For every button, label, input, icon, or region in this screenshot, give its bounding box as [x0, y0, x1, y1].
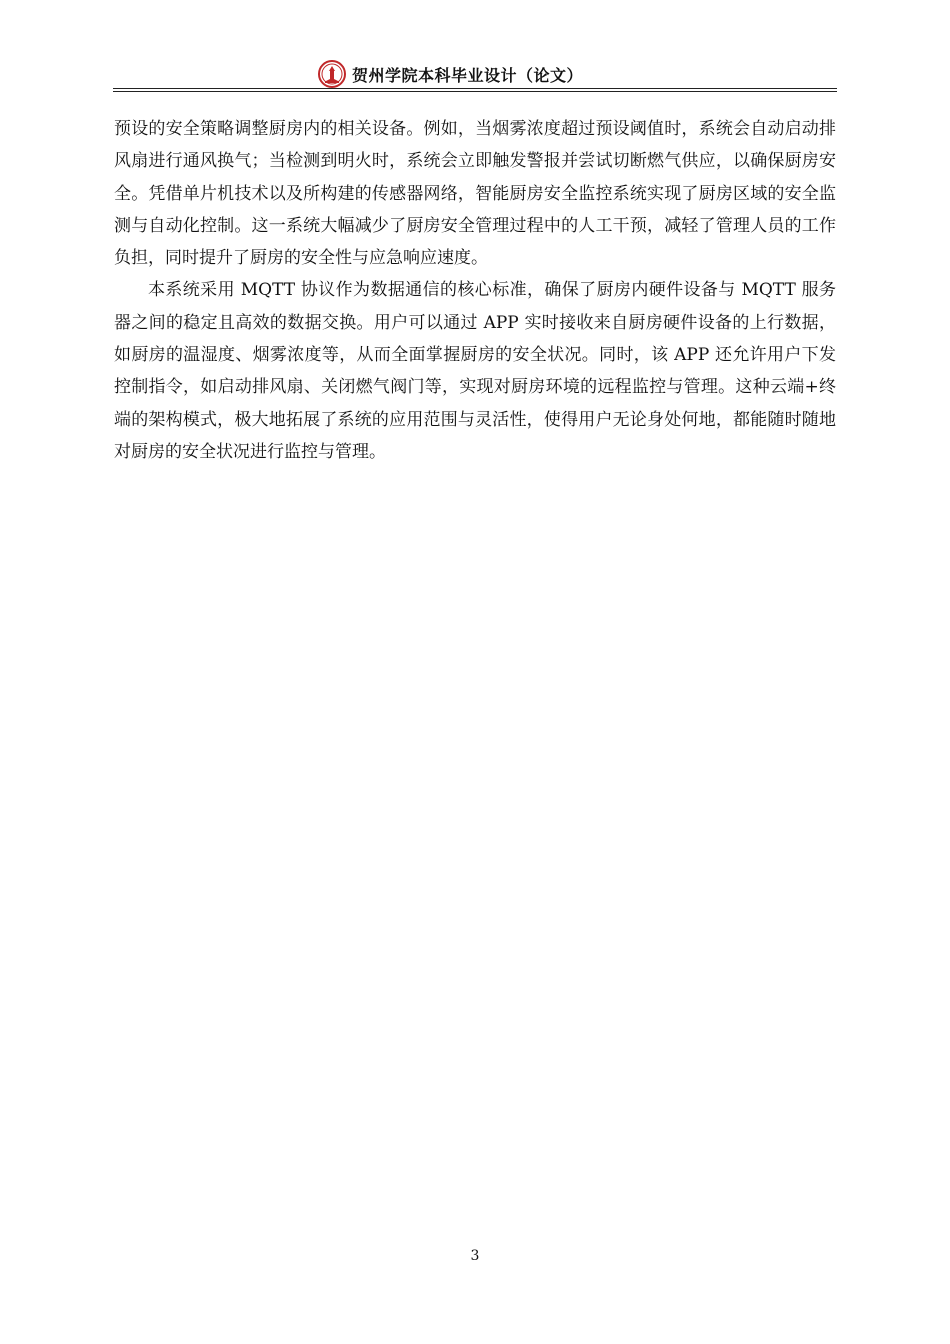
header-divider-bottom — [113, 91, 837, 92]
paragraph-2: 本系统采用 MQTT 协议作为数据通信的核心标准，确保了厨房内硬件设备与 MQTT 服务器之间的稳定且高效的数据交换。用户可以通过 APP 实时接收来自厨房硬件设备的上行数据，如厨房的温湿度、烟雾浓度等，从而全面掌握厨房的安全状况。同时，该 APP 还允许用户下发控制指令，如启动排风扇、关闭燃气阀门等，实现对厨房环境的远程监控与管理。这种云端+终端的架构模式，极大地拓展了系统的应用范围与灵活性，使得用户无论身处何地，都能随时随地对厨房的安全状况进行监控与管理。 — [114, 280, 836, 462]
paragraph-1: 预设的安全策略调整厨房内的相关设备。例如，当烟雾浓度超过预设阈值时，系统会自动启动排风扇进行通风换气；当检测到明火时，系统会立即触发警报并尝试切断燃气供应，以确保厨房安全。凭借单片机技术以及所构建的传感器网络，智能厨房安全监控系统实现了厨房区域的安全监测与自动化控制。这一系统大幅减少了厨房安全管理过程中的人工干预，减轻了管理人员的工作负担，同时提升了厨房的安全性与应急响应速度。 — [114, 119, 836, 269]
header-divider-top — [113, 88, 837, 89]
university-seal-icon — [318, 60, 346, 88]
body-text — [114, 113, 836, 468]
page-number: 3 — [470, 1248, 480, 1264]
page-header — [113, 58, 837, 92]
header-title-group — [318, 60, 583, 88]
header-title: 贺州学院本科毕业设计（论文） — [352, 65, 584, 85]
